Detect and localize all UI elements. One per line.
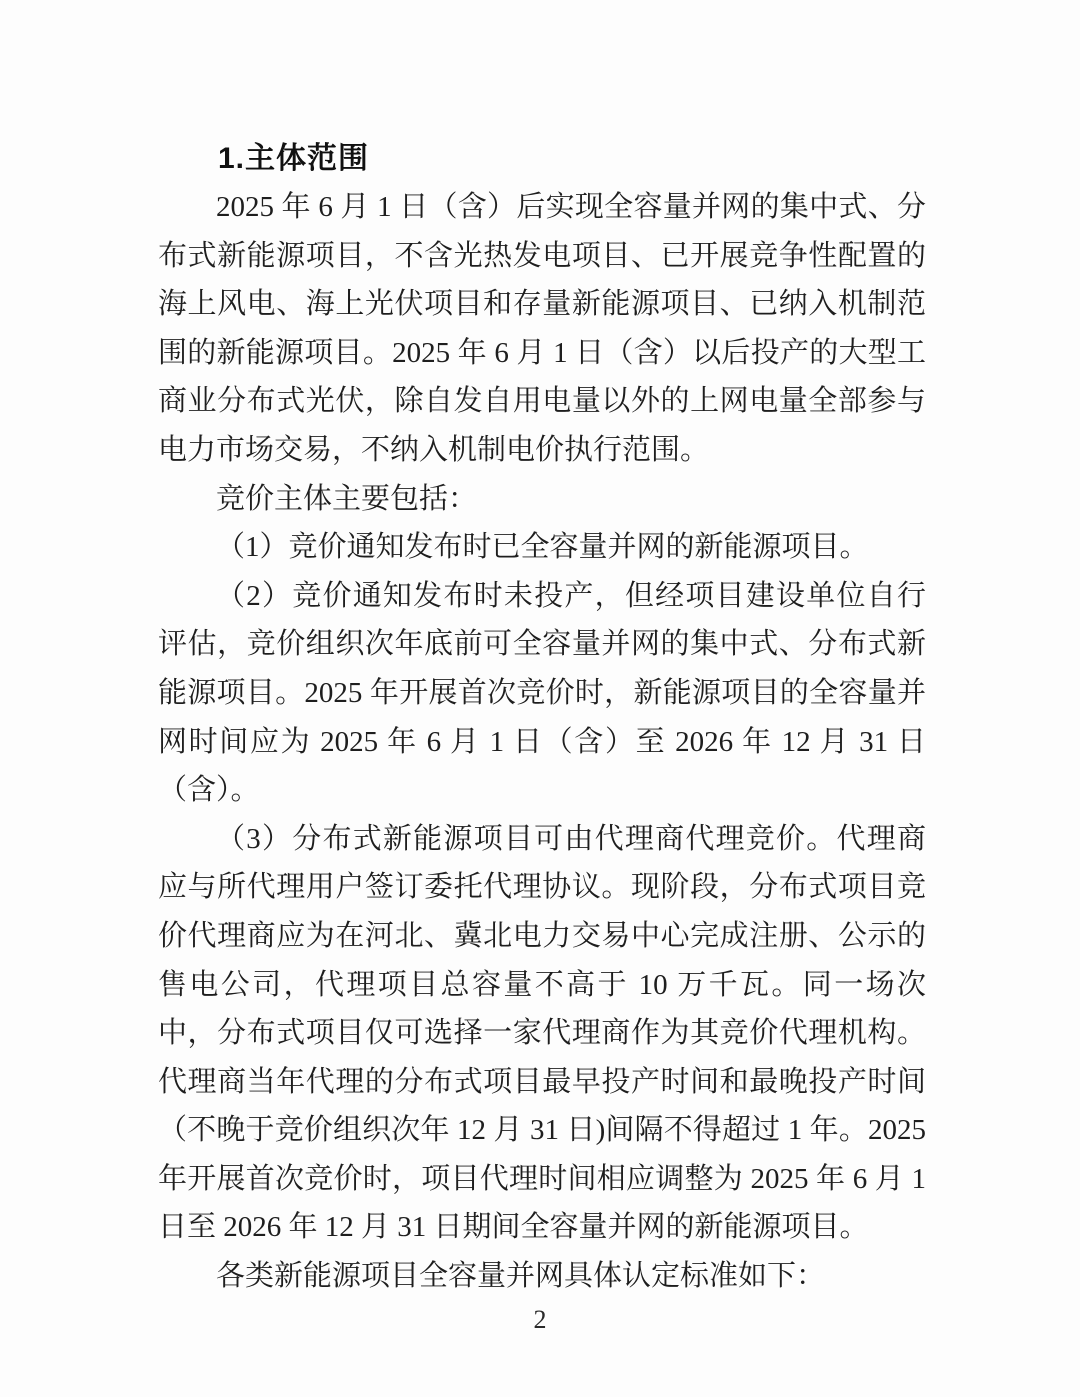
document-body <box>158 134 926 1301</box>
paragraph-item-3: （3）分布式新能源项目可由代理商代理竞价。代理商应与所代理用户签订委托代理协议。现阶段，分布式项目竞价代理商应为在河北、冀北电力交易中心完成注册、公示的售电公司，代理项目总容量不高于 10 万千瓦。同一场次中，分布式项目仅可选择一家代理商作为其竞价代理机构。代理商当年代理的分布式项目最早投产时间和最晚投产时间（不晚于竞价组织次年 12 月 31 日)间隔不得超过 1 年。2025 年开展首次竞价时，项目代理时间相应调整为 2025 年 6 月 1 日至 2026 年 12 月 31 日期间全容量并网的新能源项目。 <box>158 822 926 1244</box>
section-heading: 1.主体范围 <box>218 142 370 175</box>
paragraph-scope: 2025 年 6 月 1 日（含）后实现全容量并网的集中式、分布式新能源项目，不含光热发电项目、已开展竞争性配置的海上风电、海上光伏项目和存量新能源项目、已纳入机制范围的新能源项目。2025 年 6 月 1 日（含）以后投产的大型工商业分布式光伏，除自发自用电量以外的上网电量全部参与电力市场交易，不纳入机制电价执行范围。 <box>158 191 926 466</box>
paragraph-criteria-intro: 各类新能源项目全容量并网具体认定标准如下： <box>216 1260 826 1293</box>
paragraph-item-2: （2）竞价通知发布时未投产，但经项目建设单位自行评估，竞价组织次年底前可全容量并网的集中式、分布式新能源项目。2025 年开展首次竞价时，新能源项目的全容量并网时间应为 2025 年 6 月 1 日（含）至 2026 年 12 月 31 日（含）。 <box>158 579 926 807</box>
page-number: 2 <box>533 1305 547 1334</box>
paragraph-item-1: （1）竞价通知发布时已全容量并网的新能源项目。 <box>216 531 869 564</box>
paragraph-bidders-intro: 竞价主体主要包括： <box>216 482 478 515</box>
